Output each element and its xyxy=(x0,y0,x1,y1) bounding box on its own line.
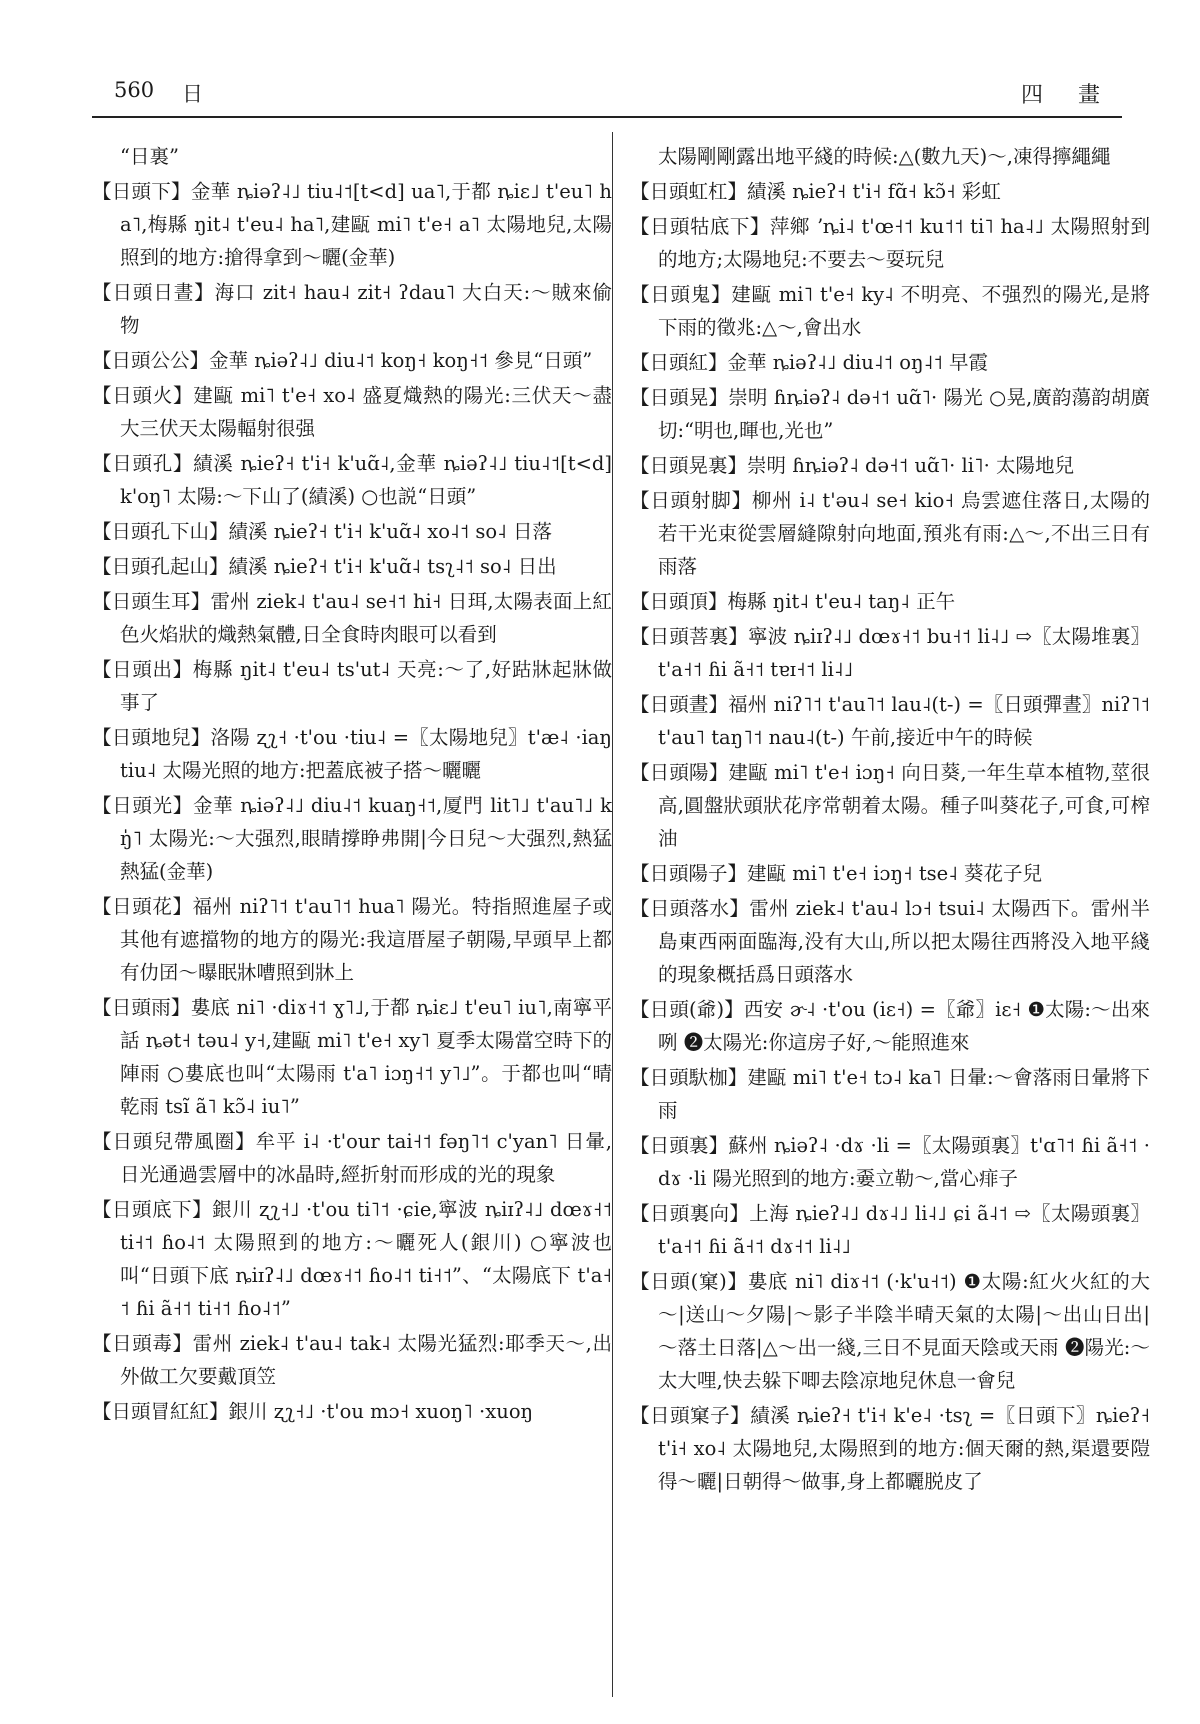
dictionary-entry: 【日頭晝】福州 niʔ˥˦ t'au˥˦ lau˨(t-) =〖日頭彈晝〗niʔ˥˦ t'au˥ taŋ˥˦ nau˨(t-) 午前,接近中午的時候 xyxy=(630,693,1150,749)
dictionary-entry: 【日頭公公】金華 ȵiəʔ˨˩ diu˨˦ koŋ˧ koŋ˧˦ 參見“日頭” xyxy=(92,349,593,372)
dictionary-entry: 【日頭陽】建甌 mi˥ t'e˧ iɔŋ˧ 向日葵,一年生草本植物,莖很高,圓盤狀頭狀花序常朝着太陽。種子叫葵花子,可食,可榨油 xyxy=(630,761,1150,850)
page-number: 560 xyxy=(114,78,155,102)
dictionary-entry: 【日頭(爺)】西安 ɚ˨ ·t'ou (iɛ˧) =〖爺〗iɛ˧ ❶太陽:～出來咧 ❷太陽光:你這房子好,～能照進來 xyxy=(630,998,1150,1054)
dictionary-entry: 【日頭菩裏】寧波 ȵiɪʔ˨˩ dœɤ˧˦ bu˧˦ li˨˩ ⇨〖太陽堆裏〗t'a˧˦ ɦi ã˧˦ tɐɪ˧˦ li˨˩ xyxy=(630,625,1150,681)
dictionary-entry: 【日頭孔下山】績溪 ȵieʔ˧ t'i˧ k'uɑ̃˨ xo˨˦ so˨ 日落 xyxy=(92,520,552,543)
dictionary-entry: 【日頭出】梅縣 ŋit˨ t'eu˨ ts'ut˨ 天亮:～了,好跍牀起牀做事了 xyxy=(92,658,612,714)
header-rule xyxy=(92,116,1122,118)
dictionary-entry: 【日頭馱枷】建甌 mi˥ t'e˧ tɔ˨ ka˥ 日暈:～會落雨日暈將下雨 xyxy=(630,1066,1150,1122)
right-column xyxy=(630,140,1150,1500)
dictionary-entry: 【日頭(窠)】婁底 ni˥ diɤ˧˦ (·k'u˧˦) ❶太陽:紅火火紅的大～|送山～夕陽|～影子半陰半晴天氣的太陽|～出山日出|～落土日落|△～出一綫,三日不見面天陰或天雨 ❷陽光:～太大哩,快去躲下唧去陰凉地兒休息一會兒 xyxy=(630,1270,1150,1392)
dictionary-entry: 【日頭孔起山】績溪 ȵieʔ˧ t'i˧ k'uɑ̃˨ tsʅ˨˦ so˨ 日出 xyxy=(92,555,557,578)
dictionary-entry: 【日頭窠子】績溪 ȵieʔ˧ t'i˧ k'e˨ ·tsʅ =〖日頭下〗ȵieʔ˧ t'i˧ xo˨ 太陽地兒,太陽照到的地方:個天爾的熱,渠還要隑得～曬|日朝得～做事,身上都曬脱皮了 xyxy=(630,1404,1150,1493)
dictionary-entry: 太陽剛剛露出地平綫的時候:△(數九天)～,凍得擰繩繩 xyxy=(658,145,1111,168)
dictionary-entry: 【日頭兒帶風圈】牟平 i˨ ·t'our tai˧˦ fəŋ˥˦ c'yan˥ 日暈,日光通過雲層中的冰晶時,經折射而形成的光的現象 xyxy=(92,1130,612,1186)
dictionary-entry: 【日頭陽子】建甌 mi˥ t'e˧ iɔŋ˧ tse˨ 葵花子兒 xyxy=(630,862,1043,885)
dictionary-entry: 【日頭孔】績溪 ȵieʔ˧ t'i˧ k'uɑ̃˨,金華 ȵiəʔ˨˩ tiu˨˦[t<d] k'oŋ˥ 太陽:～下山了(績溪) ○也説“日頭” xyxy=(92,452,612,508)
column-divider xyxy=(612,132,613,1697)
dictionary-entry: 【日頭生耳】雷州 ziek˨ t'au˨ se˧˦ hi˧ 日珥,太陽表面上紅色火焰狀的熾熱氣體,日全食時肉眼可以看到 xyxy=(92,590,612,646)
dictionary-entry: 【日頭裏】蘇州 ȵiəʔ˨ ·dɤ ·li =〖太陽頭裏〗t'ɑ˥˦ ɦi ã˧˦ ·dɤ ·li 陽光照到的地方:嫑立勒～,當心痱子 xyxy=(630,1134,1150,1190)
dictionary-entry: 【日頭紅】金華 ȵiəʔ˨˩ diu˨˦ oŋ˨˦ 早霞 xyxy=(630,351,989,374)
dictionary-entry: 【日頭虹杠】績溪 ȵieʔ˧ t'i˧ fɑ̃˧ kɔ̃˧ 彩虹 xyxy=(630,180,1001,203)
dictionary-entry: “日裏” xyxy=(120,145,179,168)
dictionary-entry: 【日頭射脚】柳州 i˨ t'əu˨ se˧ kio˧ 烏雲遮住落日,太陽的若干光束從雲層縫隙射向地面,預兆有雨:△～,不出三日有雨落 xyxy=(630,489,1150,578)
dictionary-entry: 【日頭底下】銀川 ʐʅ˧˩ ·t'ou ti˥˦ ·ɕie,寧波 ȵiɪʔ˨˩ dœɤ˧˦ ti˧˦ ɦo˨˦ 太陽照到的地方:～曬死人(銀川) ○寧波也叫“日頭下底 ȵiɪʔ˨˩ dœɤ˧˦ ɦo˨˦ ti˧˦”、“太陽底下 t'a˧˦ ɦi ã˧˦ ti˧˦ ɦo˨˦” xyxy=(92,1198,612,1320)
dictionary-entry: 【日頭冒紅紅】銀川 ʐʅ˧˩ ·t'ou mɔ˧ xuoŋ˥ ·xuoŋ xyxy=(92,1400,534,1423)
dictionary-entry: 【日頭鬼】建甌 mi˥ t'e˧ ky˨ 不明亮、不强烈的陽光,是將下雨的徵兆:△～,會出水 xyxy=(630,283,1150,339)
dictionary-entry: 【日頭雨】婁底 ni˥ ·diɤ˧˦ ɣ˥˩,于都 ȵiɛ˩ t'eu˥ iu˥,南寧平話 ȵət˧ təu˨ y˧,建甌 mi˥ t'e˧ xy˥ 夏季太陽當空時下的陣雨 ○婁底也叫“太陽雨 t'a˥ iɔŋ˧˦ y˥˩”。于都也叫“晴乾雨 tsĩ ã˥ kɔ̃˨ iu˥” xyxy=(92,996,612,1118)
header-character: 日 xyxy=(182,82,203,106)
dictionary-entry: 【日頭晃】崇明 ɦȵiəʔ˨ də˧˦ uɑ̃˥· 陽光 ○晃,廣韵蕩韵胡廣切:“明也,暉也,光也” xyxy=(630,386,1150,442)
dictionary-entry: 【日頭牯底下】萍鄉 ʼȵi˨ t'œ˧˦ ku˦˦ ti˥ ha˨˩ 太陽照射到的地方;太陽地兒:不要去～耍玩兒 xyxy=(630,215,1150,271)
dictionary-entry: 【日頭毒】雷州 ziek˨ t'au˨ tak˨ 太陽光猛烈:耶季天～,出外做工欠要戴頂笠 xyxy=(92,1332,612,1388)
dictionary-entry: 【日頭落水】雷州 ziek˨ t'au˨ lɔ˧ tsui˨ 太陽西下。雷州半島東西兩面臨海,没有大山,所以把太陽往西將没入地平綫的現象概括爲日頭落水 xyxy=(630,897,1150,986)
dictionary-entry: 【日頭裏向】上海 ȵieʔ˨˩ dɤ˨˩ li˨˩ ɕi ã˨˦ ⇨〖太陽頭裏〗t'a˧˦ ɦi ã˧˦ dɤ˧˦ li˨˩ xyxy=(630,1202,1150,1258)
dictionary-entry: 【日頭頂】梅縣 ŋit˨ t'eu˨ taŋ˨ 正午 xyxy=(630,590,956,613)
dictionary-entry: 【日頭光】金華 ȵiəʔ˨˩ diu˨˦ kuaŋ˧˦,厦門 lit˥˩ t'au˥˩ kŋ̍˥ 太陽光:～大强烈,眼睛撐睁弗開|今日兒～大强烈,熱猛熱猛(金華) xyxy=(92,794,612,883)
left-column xyxy=(92,140,612,1430)
dictionary-entry: 【日頭日晝】海口 zit˧ hau˨ zit˧ ʔdau˥ 大白天:～賊來偷物 xyxy=(92,281,612,337)
dictionary-entry: 【日頭地兒】洛陽 ʐʅ˧ ·t'ou ·tiu˨ =〖太陽地兒〗t'æ˨ ·iaŋ tiu˨ 太陽光照的地方:把蓋底被子搭～曬曬 xyxy=(92,726,612,782)
dictionary-entry: 【日頭花】福州 niʔ˥˦ t'au˥˦ hua˥ 陽光。特指照進屋子或其他有遮擋物的地方的陽光:我這厝屋子朝陽,早頭早上都有仂囝～曝眠牀嘈照到牀上 xyxy=(92,895,612,984)
page-header xyxy=(92,78,1122,112)
dictionary-entry: 【日頭下】金華 ȵiəʔ˨˩ tiu˨˦[t<d] ua˥,于都 ȵiɛ˩ t'eu˥ ha˥,梅縣 ŋit˨ t'eu˨ ha˥,建甌 mi˥ t'e˧ a˥ 太陽地兒,太陽照到的地方:搶得拿到～曬(金華) xyxy=(92,180,612,269)
dictionary-entry: 【日頭火】建甌 mi˥ t'e˧ xo˨ 盛夏熾熱的陽光:三伏天～盡大三伏天太陽輻射很强 xyxy=(92,384,612,440)
section-title: 四 畫 xyxy=(1021,83,1114,108)
dictionary-entry: 【日頭晃裏】崇明 ɦȵiəʔ˨ də˧˦ uɑ̃˥· li˥· 太陽地兒 xyxy=(630,454,1075,477)
